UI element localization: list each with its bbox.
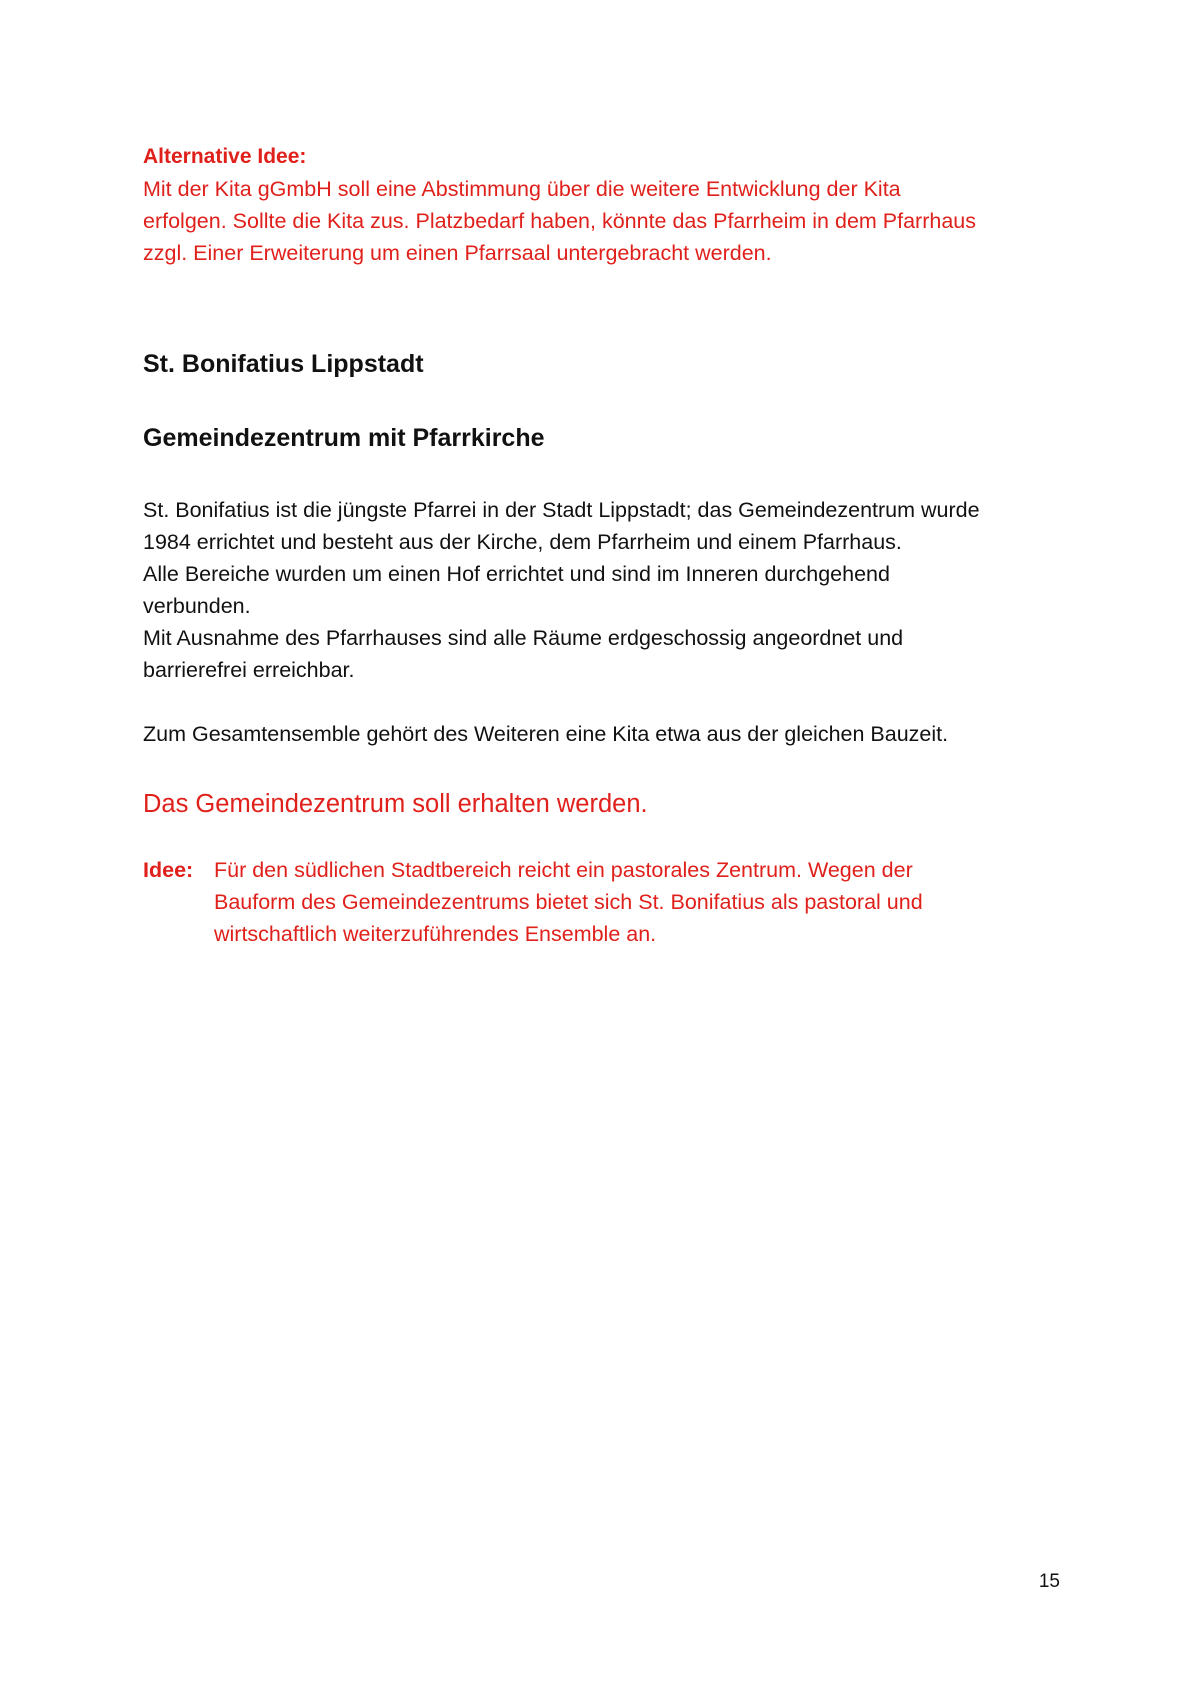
idea-line: wirtschaftlich weiterzuführendes Ensemble an. (214, 922, 657, 946)
idea-label: Idee: (143, 858, 194, 882)
alternative-idea-line: erfolgen. Sollte die Kita zus. Platzbedarf haben, könnte das Pfarrheim in dem Pfarrhaus (143, 209, 976, 233)
alternative-idea-text (143, 173, 1063, 269)
section-title: St. Bonifatius Lippstadt (143, 350, 424, 378)
idea-block (143, 854, 1063, 950)
page-number: 15 (1038, 1571, 1060, 1592)
decision-statement: Das Gemeindezentrum soll erhalten werden. (143, 790, 648, 818)
paragraph-line: Mit Ausnahme des Pfarrhauses sind alle Räume erdgeschossig angeordnet und (143, 626, 904, 650)
idea-line: Für den südlichen Stadtbereich reicht ein pastorales Zentrum. Wegen der (214, 858, 913, 882)
ensemble-paragraph: Zum Gesamtensemble gehört des Weiteren eine Kita etwa aus der gleichen Bauzeit. (143, 722, 949, 746)
description-paragraph (143, 494, 1063, 686)
paragraph-line: St. Bonifatius ist die jüngste Pfarrei in der Stadt Lippstadt; das Gemeindezentrum wurde (143, 498, 980, 522)
alternative-idea-line: Mit der Kita gGmbH soll eine Abstimmung über die weitere Entwicklung der Kita (143, 177, 901, 201)
alternative-idea-line: zzgl. Einer Erweiterung um einen Pfarrsaal untergebracht werden. (143, 241, 772, 265)
idea-line: Bauform des Gemeindezentrums bietet sich St. Bonifatius als pastoral und (214, 890, 923, 914)
paragraph-line: verbunden. (143, 594, 251, 618)
paragraph-line: 1984 errichtet und besteht aus der Kirche, dem Pfarrheim und einem Pfarrhaus. (143, 530, 902, 554)
alternative-idea-heading: Alternative Idee: (143, 145, 307, 168)
paragraph-line: barrierefrei erreichbar. (143, 658, 355, 682)
page-content (143, 141, 1063, 950)
idea-text (214, 854, 1004, 950)
section-subtitle: Gemeindezentrum mit Pfarrkirche (143, 424, 545, 452)
paragraph-line: Alle Bereiche wurden um einen Hof errichtet und sind im Inneren durchgehend (143, 562, 890, 586)
